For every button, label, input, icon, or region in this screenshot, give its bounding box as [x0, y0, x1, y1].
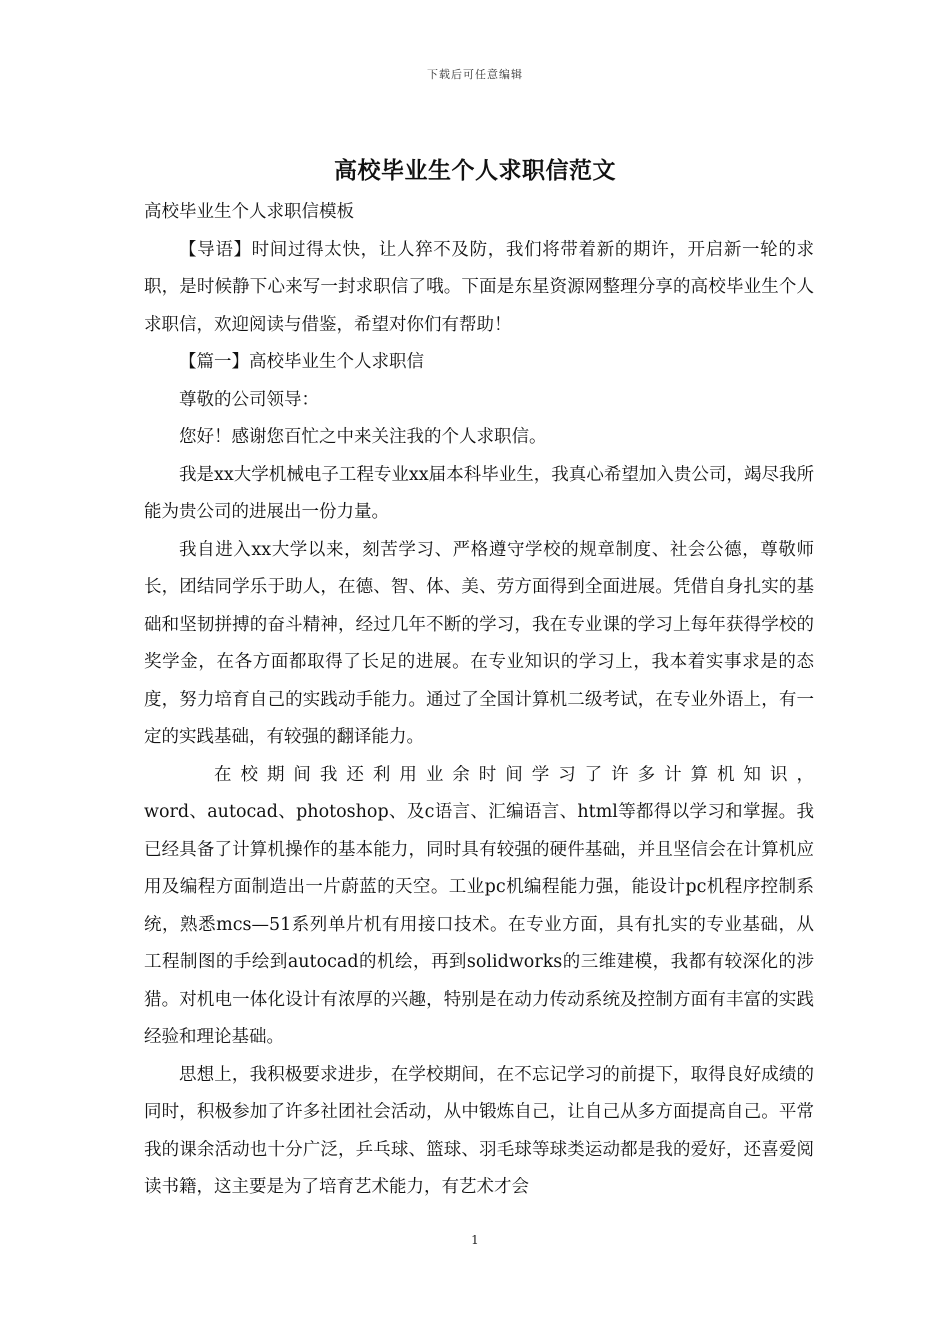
- paragraph-computer-skills: word、autocad、photoshop、及c语言、汇编语言、html等都得以学习和掌握。我已经具备了计算机操作的基本能力，同时具有较强的硬件基础，并且坚信会在计算机应用及编程方面制造出一片蔚蓝的天空。工业pc机编程能力强，能设计pc机程序控制系统，熟悉mcs—51系列单片机有用接口技术。在专业方面，具有扎实的专业基础，从工程制图的手绘到autocad的机绘，再到solidworks的三维建模，我都有较深化的涉猎。对机电一体化设计有浓厚的兴趣，特别是在动力传动系统及控制方面有丰富的实践经验和理论基础。: [144, 802, 814, 1047]
- document-title: 高校毕业生个人求职信范文: [334, 157, 616, 184]
- salutation: 尊敬的公司领导：: [179, 389, 319, 410]
- paragraph-study: 我自进入xx大学以来，刻苦学习、严格遵守学校的规章制度、社会公德，尊敬师长，团结同学乐于助人，在德、智、体、美、劳方面得到全面进展。凭借自身扎实的基础和坚韧拼搏的奋斗精神，经过几年不断的学习，我在专业课的学习上每年获得学校的奖学金，在各方面都取得了长足的进展。在专业知识的学习上，我本着实事求是的态度，努力培育自己的实践动手能力。通过了全国计算机二级考试，在专业外语上，有一定的实践基础，有较强的翻译能力。: [144, 539, 814, 747]
- paragraph-computer-skills-lead: 在校期间我还利用业余时间学习了许多计算机知识，: [214, 764, 814, 785]
- paragraph-intro: 【导语】时间过得太快，让人猝不及防，我们将带着新的期许，开启新一轮的求职，是时候静下心来写一封求职信了哦。下面是东星资源网整理分享的高校毕业生个人求职信，欢迎阅读与借鉴，希望对你们有帮助！: [144, 239, 814, 335]
- paragraph-activities: 思想上，我积极要求进步，在学校期间，在不忘记学习的前提下，取得良好成绩的同时，积极参加了许多社团社会活动，从中锻炼自己，让自己从多方面提高自己。平常我的课余活动也十分广泛，乒乓球、篮球、羽毛球等球类运动都是我的爱好，还喜爱阅读书籍，这主要是为了培育艺术能力，有艺术才会: [144, 1064, 814, 1197]
- section-heading: 【篇一】高校毕业生个人求职信: [179, 352, 424, 372]
- document-body: [144, 194, 814, 1207]
- page-header-note: 下载后可任意编辑: [427, 68, 523, 81]
- greeting: 您好！感谢您百忙之中来关注我的个人求职信。: [179, 427, 547, 447]
- page-number: 1: [471, 1233, 479, 1247]
- paragraph-self-intro: 我是xx大学机械电子工程专业xx届本科毕业生，我真心希望加入贵公司，竭尽我所能为贵公司的进展出一份力量。: [144, 464, 814, 522]
- document-subtitle: 高校毕业生个人求职信模板: [144, 202, 354, 222]
